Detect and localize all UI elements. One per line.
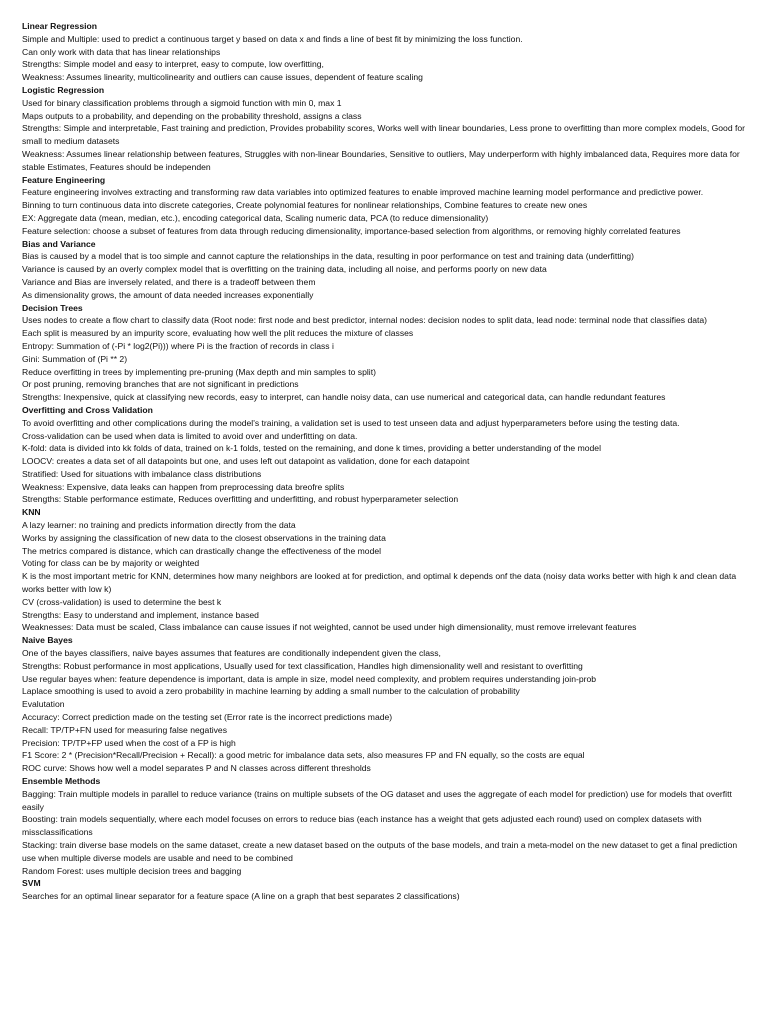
section-heading: Naive Bayes <box>22 635 73 646</box>
note-line: Can only work with data that has linear relationships <box>22 46 221 57</box>
note-line: Use regular bayes when: feature dependence is important, data is ample in size, model need complexity, and problem requires understanding join-prob <box>22 673 597 684</box>
note-line: Searches for an optimal linear separator for a feature space (A line on a graph that best separates 2 classifications) <box>22 891 460 902</box>
note-line: Weaknesses: Data must be scaled, Class imbalance can cause issues if not weighted, cannot be used under high dimensionality, must remove irrelevant features <box>22 622 637 633</box>
note-line: Binning to turn continuous data into discrete categories, Create polynomial features for nonlinear relationships, Combine features to create new ones <box>22 200 588 211</box>
note-line: Uses nodes to create a flow chart to classify data (Root node: first node and best predictor, internal nodes: decision nodes to split data, lead node: terminal node that classifies data) <box>22 315 708 326</box>
note-line: Stratified: Used for situations with imbalance class distributions <box>22 468 262 479</box>
note-line: LOOCV: creates a data set of all datapoints but one, and uses left out datapoint as validation, done for each datapoint <box>22 456 470 467</box>
note-line: Voting for class can be by majority or weighted <box>22 558 200 569</box>
note-line: The metrics compared is distance, which can drastically change the effectiveness of the model <box>22 545 382 556</box>
section-heading: Decision Trees <box>22 302 83 313</box>
section-heading: Bias and Variance <box>22 238 96 249</box>
note-line: Gini: Summation of (Pi ** 2) <box>22 353 128 364</box>
section-heading: Linear Regression <box>22 21 97 31</box>
note-line: Strengths: Robust performance in most applications, Usually used for text classification, Handles high dimensionality well and resistant to overfitting <box>22 660 583 671</box>
note-line: Weakness: Assumes linear relationship between features, Struggles with non-linear Boundaries, Sensitive to outliers, May underperform with highly imbalanced data, Requires more data for stable Estimates, Features should be independen <box>22 148 740 172</box>
note-line: Accuracy: Correct prediction made on the testing set (Error rate is the incorrect predictions made) <box>22 712 393 723</box>
note-line: Or post pruning, removing branches that are not significant in predictions <box>22 379 299 390</box>
note-line: Boosting: train models sequentially, where each model focuses on errors to reduce bias (each instance has a weight that gets adjusted each round) used on complex datasets with missclassifications <box>22 814 702 838</box>
note-line: Recall: TP/TP+FN used for measuring false negatives <box>22 724 227 735</box>
note-line: Strengths: Simple and interpretable, Fast training and prediction, Provides probability scores, Works well with linear boundaries, Less prone to overfitting than more complex models, Good for small to medium datasets <box>22 123 746 147</box>
note-line: Variance is caused by an overly complex model that is overfitting on the training data, including all noise, and performs poorly on new data <box>22 264 547 275</box>
section-heading: KNN <box>22 507 41 518</box>
note-line: Simple and Multiple: used to predict a continuous target y based on data x and finds a line of best fit by minimizing the loss function. <box>22 33 523 44</box>
note-line: To avoid overfitting and other complications during the model's training, a validation set is used to test unseen data and adjust hyperparameters before using the testing data. <box>22 417 680 428</box>
note-line: Stacking: train diverse base models on the same dataset, create a new dataset based on the outputs of the base models, and train a meta-model on the new dataset to get a final prediction use when multiple diverse models are usable and need to be combined <box>22 840 738 863</box>
note-line: Random Forest: uses multiple decision trees and bagging <box>22 865 242 876</box>
section-heading: Feature Engineering <box>22 174 106 185</box>
note-line: Bagging: Train multiple models in parallel to reduce variance (trains on multiple subsets of the OG dataset and uses the aggregate of each model for prediction) use for models that overfitt easily <box>22 788 732 812</box>
note-line: Variance and Bias are inversely related, and there is a tradeoff between them <box>22 276 316 287</box>
note-line: Strengths: Easy to understand and implement, instance based <box>22 609 259 620</box>
note-line: Strengths: Inexpensive, quick at classifying new records, easy to interpret, can handle noisy data, can use numerical and categorical data, can handle redundant features <box>22 392 666 403</box>
note-line: Used for binary classification problems through a sigmoid function with min 0, max 1 <box>22 97 342 108</box>
note-line: Feature selection: choose a subset of features from data through reducing dimensionality, importance-based selection from algorithms, or removing highly correlated features <box>22 225 681 236</box>
note-line: Strengths: Simple model and easy to interpret, easy to compute, low overfitting, <box>22 59 324 70</box>
note-line: Bias is caused by a model that is too simple and cannot capture the relationships in the data, resulting in poor performance on test and training data (underfitting) <box>22 251 634 262</box>
section-heading: Overfitting and Cross Validation <box>22 404 153 415</box>
note-line: Weakness: Expensive, data leaks can happen from preprocessing data breofre splits <box>22 481 345 492</box>
section-heading: SVM <box>22 878 41 889</box>
note-line: EX: Aggregate data (mean, median, etc.), encoding categorical data, Scaling numeric data, PCA (to reduce dimensionality) <box>22 212 489 223</box>
note-line: Laplace smoothing is used to avoid a zero probability in machine learning by adding a small number to the calculation of probability <box>22 686 520 697</box>
note-line: Cross-validation can be used when data is limited to avoid over and underfitting on data. <box>22 430 358 441</box>
section-heading: Ensemble Methods <box>22 776 101 787</box>
note-line: Strengths: Stable performance estimate, Reduces overfitting and underfitting, and robust hyperparameter selection <box>22 494 459 505</box>
note-line: Feature engineering involves extracting and transforming raw data variables into optimized features to enable improved machine learning model performance and predictive power. <box>22 187 704 198</box>
note-line: Weakness: Assumes linearity, multicolinearity and outliers can cause issues, dependent of feature scaling <box>22 72 423 83</box>
note-line: ROC curve: Shows how well a model separates P and N classes across different thresholds <box>22 763 371 774</box>
section-heading: Logistic Regression <box>22 84 105 95</box>
note-line: Works by assigning the classification of new data to the closest observations in the training data <box>22 532 386 543</box>
note-line: K is the most important metric for KNN, determines how many neighbors are looked at for prediction, and optimal k depends onf the data (noisy data works better with high k and clean data works better with low k) <box>22 571 737 595</box>
note-line: F1 Score: 2 * (Precision*Recall/Precision + Recall): a good metric for imbalance data sets, also measures FP and FN equally, so the costs are equal <box>22 750 585 761</box>
note-line: Precision: TP/TP+FP used when the cost of a FP is high <box>22 737 236 748</box>
note-line: One of the bayes classifiers, naive bayes assumes that features are conditionally independent given the class, <box>22 648 441 659</box>
note-line: A lazy learner: no training and predicts information directly from the data <box>22 520 296 531</box>
note-line: Reduce overfitting in trees by implementing pre-pruning (Max depth and min samples to split) <box>22 366 376 377</box>
note-line: Evalutation <box>22 699 65 710</box>
note-line: As dimensionality grows, the amount of data needed increases exponentially <box>22 289 314 300</box>
note-line: Maps outputs to a probability, and depending on the probability threshold, assigns a class <box>22 110 362 121</box>
note-line: CV (cross-validation) is used to determine the best k <box>22 596 222 607</box>
note-line: K-fold: data is divided into kk folds of data, trained on k-1 folds, tested on the remaining, and done k times, providing a better understanding of the model <box>22 443 601 454</box>
note-line: Entropy: Summation of (-Pi * log2(Pi))) where Pi is the fraction of records in class i <box>22 340 334 351</box>
note-line: Each split is measured by an impurity score, evaluating how well the plit reduces the mixture of classes <box>22 328 414 339</box>
